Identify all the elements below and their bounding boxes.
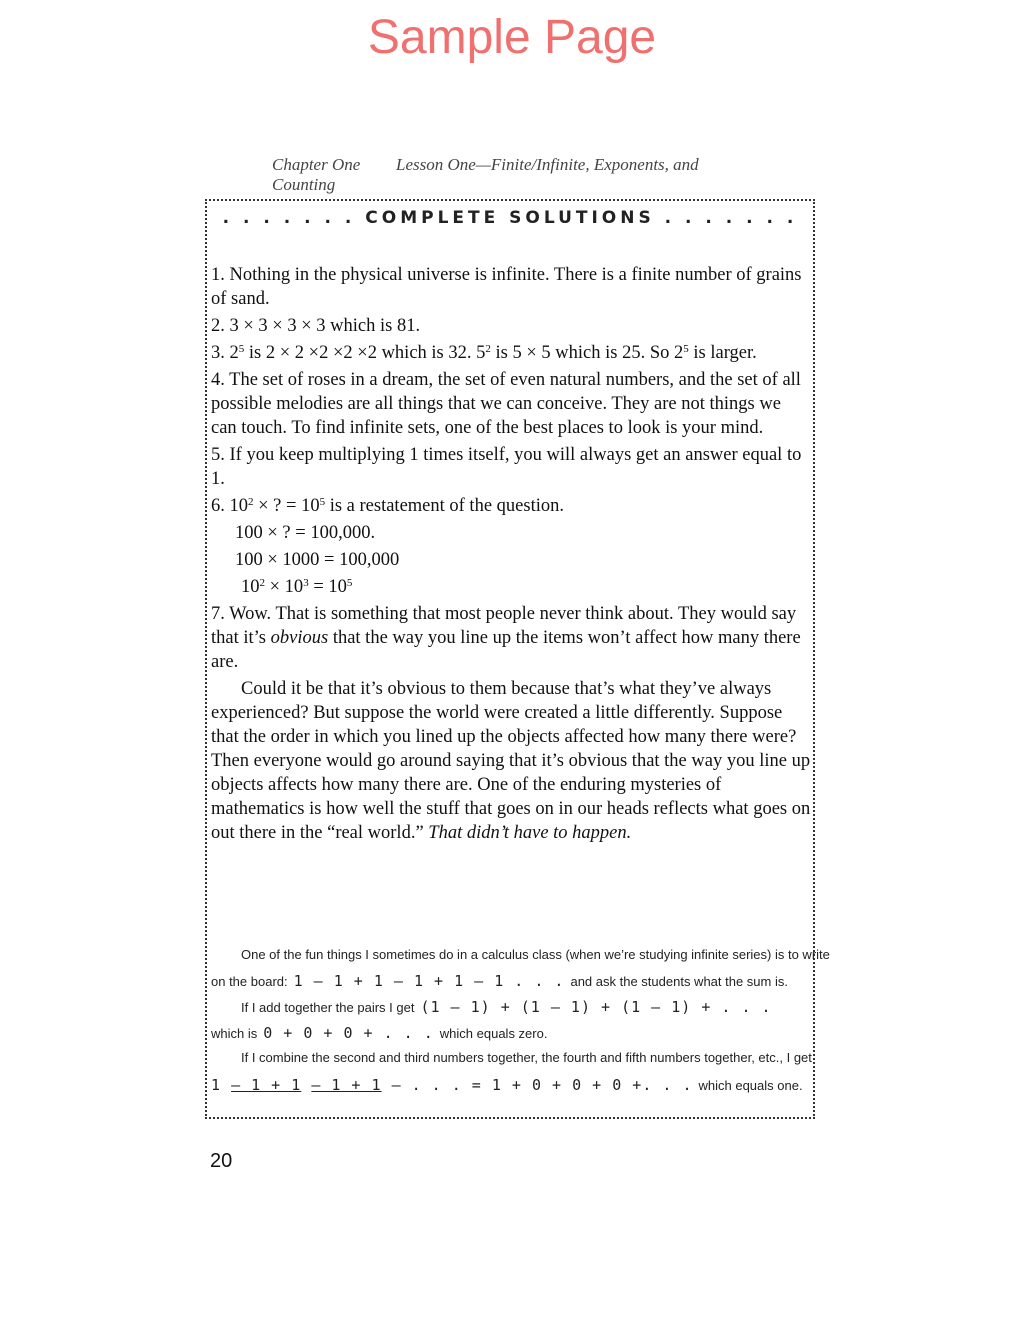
solution-6-text: 6. 10 (211, 496, 248, 516)
exponent: 2 (485, 343, 491, 355)
calculus-note (211, 947, 830, 1102)
step-text: × 10 (265, 577, 304, 597)
solution-6-text: is a restatement of the question. (325, 496, 564, 516)
exponent: 5 (683, 343, 689, 355)
series-expression (211, 1076, 693, 1094)
emphasis: That didn’t have to happen. (428, 823, 632, 843)
lesson-label: Lesson One—Finite/Infinite, Exponents, and Counting (272, 155, 699, 194)
solution-3-text: is 5 × 5 which is 25. So 2 (490, 343, 684, 363)
series-expression: (1 – 1) + (1 – 1) + (1 – 1) + . . . (420, 998, 772, 1016)
note-text: If I combine the second and third numbers together, the fourth and fifth numbers together, etc., I get (241, 1050, 812, 1065)
note-line-1 (211, 947, 830, 972)
solution-6-text: × ? = 10 (253, 496, 320, 516)
sample-page-watermark: Sample Page (367, 11, 657, 64)
exponent: 5 (319, 496, 326, 508)
solution-7-text: that the way you line up the items won’t affect how many there are. (211, 628, 801, 672)
chapter-label: Chapter One (272, 155, 361, 174)
solution-4: 4. The set of roses in a dream, the set of even natural numbers, and the set of all possible melodies are all things that we can conceive. They are not things we can touch. To find infinite sets, one of the best places to look is your mind. (211, 370, 801, 438)
note-line-3 (211, 998, 815, 1024)
note-line-6 (211, 1076, 815, 1102)
note-text: which is (211, 1026, 258, 1041)
series-term: – . . . = 1 + 0 + 0 + 0 +. . . (391, 1076, 693, 1094)
grouped-terms: – 1 + 1 (231, 1076, 302, 1094)
solution-2: 2. 3 × 3 × 3 × 3 which is 81. (211, 316, 421, 336)
series-expression: 1 – 1 + 1 – 1 + 1 – 1 . . . (293, 972, 565, 990)
series-term: 1 (211, 1076, 222, 1094)
solution-7-continued (211, 677, 811, 845)
step-text: = 10 (308, 577, 347, 597)
exponent: 5 (238, 343, 245, 355)
solution-6-step-3: 100 × 1000 = 100,000 (235, 550, 400, 570)
note-text: which equals zero. (439, 1026, 548, 1041)
running-header (272, 155, 752, 195)
note-text: One of the fun things I sometimes do in a calculus class (when we’re studying infinite series) is to write (241, 947, 830, 962)
note-line-4 (211, 1024, 815, 1050)
solutions-box (205, 199, 830, 1119)
note-text: on the board: (211, 974, 288, 989)
solution-1: 1. Nothing in the physical universe is infinite. There is a finite number of grains of sand. (211, 265, 802, 309)
exponent: 2 (248, 496, 254, 508)
solution-6 (211, 494, 811, 518)
solution-6-step-4 (211, 575, 811, 599)
solutions-list (211, 263, 811, 848)
emphasis: obvious (270, 628, 329, 648)
solution-3-text: 3. 2 (211, 343, 239, 363)
note-text: If I add together the pairs I get (241, 1000, 415, 1015)
solution-3-text: is 2 × 2 ×2 ×2 ×2 which is 32. 5 (244, 343, 486, 363)
solution-3 (211, 341, 811, 365)
step-text: 10 (241, 577, 260, 597)
solution-6-step-2: 100 × ? = 100,000. (235, 523, 376, 543)
solution-7-text: 7. Wow. That is something that most people never think about. They would say that it’s (211, 604, 797, 648)
exponent: 5 (346, 577, 353, 589)
exponent: 3 (303, 577, 309, 589)
box-title: . . . . . . . COMPLETE SOLUTIONS . . . . . . . (222, 208, 798, 228)
solution-7 (211, 602, 811, 674)
solution-5: 5. If you keep multiplying 1 times itself, you will always get an answer equal to 1. (211, 445, 802, 489)
solution-7-text: Could it be that it’s obvious to them because that’s what they’ve always experienced? But suppose the world were created a little differently. Suppose that the order in which you lined up the objects affected how many there were? Then everyone would go around saying that it’s obvious that the way you line up objects affects how many there are. One of the enduring mysteries of mathematics is how well the stuff that goes on in our heads reflects what goes on out there in the “real world.” (211, 679, 811, 843)
note-text: which equals one. (698, 1078, 803, 1093)
grouped-terms: – 1 + 1 (311, 1076, 382, 1094)
series-expression: 0 + 0 + 0 + . . . (263, 1024, 434, 1042)
page-number: 20 (210, 1150, 233, 1172)
note-line-5 (211, 1050, 815, 1076)
note-line-2 (211, 972, 815, 998)
exponent: 2 (259, 577, 265, 589)
note-text: and ask the students what the sum is. (570, 974, 788, 989)
solution-3-text: is larger. (688, 343, 757, 363)
